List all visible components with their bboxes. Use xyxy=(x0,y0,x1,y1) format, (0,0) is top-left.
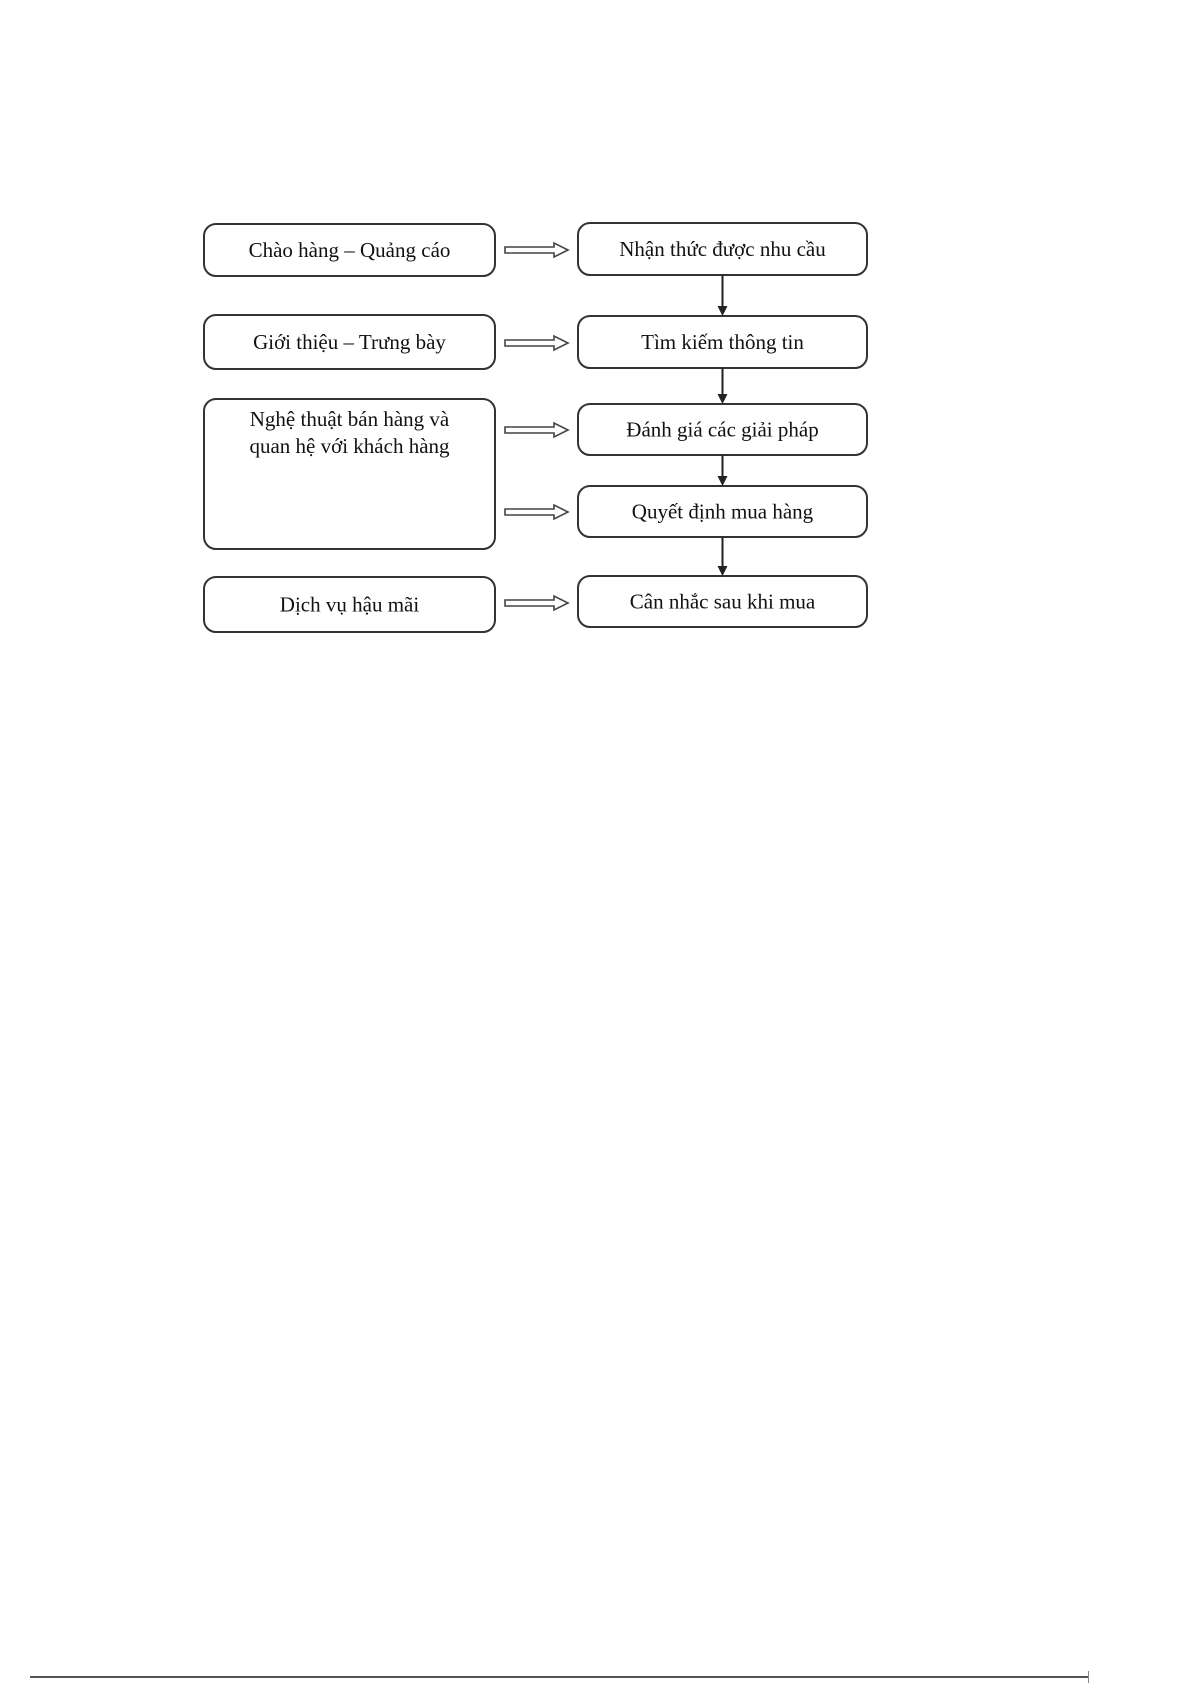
sequence-arrow-danh-gia-to-quyet-dinh xyxy=(718,455,728,486)
right-box-label: Đánh giá các giải pháp xyxy=(626,417,819,442)
left-box-dich-vu xyxy=(204,577,495,632)
right-box-danh-gia xyxy=(578,404,867,455)
footer-rule xyxy=(30,1676,1088,1678)
sequence-arrow-tim-kiem-to-danh-gia xyxy=(718,368,728,404)
footer-tick xyxy=(1088,1671,1089,1683)
influence-arrow-dich-vu-to-can-nhac xyxy=(505,596,568,610)
left-box-nghe-thuat xyxy=(204,399,495,549)
right-box-label: Cân nhắc sau khi mua xyxy=(629,589,816,614)
left-box-label: Chào hàng – Quảng cáo xyxy=(248,238,451,262)
left-box-label: Dịch vụ hậu mãi xyxy=(279,592,420,617)
left-box-gioi-thieu xyxy=(204,315,495,369)
right-box-nhan-thuc xyxy=(578,223,867,275)
left-box-label: Giới thiệu – Trưng bày xyxy=(253,330,446,354)
right-box-label: Tìm kiếm thông tin xyxy=(641,330,804,354)
right-box-quyet-dinh xyxy=(578,486,867,537)
left-box-chao-hang xyxy=(204,224,495,276)
influence-arrow-nghe-thuat-to-quyet-dinh xyxy=(505,505,568,519)
sequence-arrow-nhan-thuc-to-tim-kiem xyxy=(718,275,728,316)
right-box-can-nhac xyxy=(578,576,867,627)
left-box-label: Nghệ thuật bán hàng và xyxy=(249,407,450,431)
left-box-label: quan hệ với khách hàng xyxy=(249,434,450,458)
influence-arrow-gioi-thieu-to-tim-kiem xyxy=(505,336,568,350)
influence-arrow-chao-hang-to-nhan-thuc xyxy=(505,243,568,257)
right-box-label: Nhận thức được nhu cầu xyxy=(619,237,826,261)
right-box-tim-kiem xyxy=(578,316,867,368)
sequence-arrow-quyet-dinh-to-can-nhac xyxy=(718,537,728,576)
influence-arrow-nghe-thuat-to-danh-gia xyxy=(505,423,568,437)
right-box-label: Quyết định mua hàng xyxy=(631,499,814,524)
